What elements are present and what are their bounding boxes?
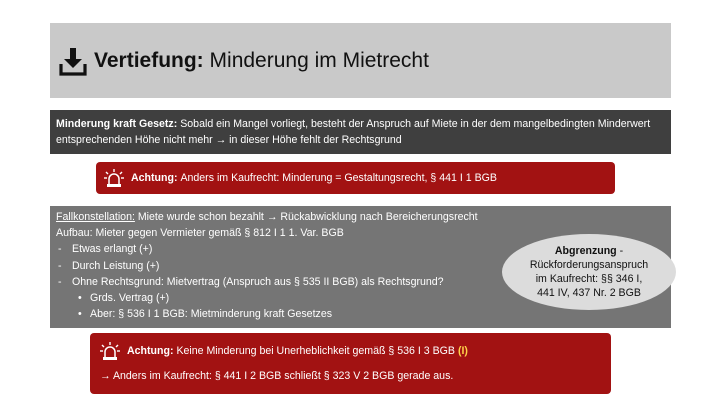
abgrenzung-ellipse	[502, 234, 676, 310]
gesetz-text: Sobald ein Mangel vorliegt, besteht der Anspruch auf Miete in der dem mangelbedingten Minderwert entsprechenden Höhe nicht mehr → in dieser Höhe fehlt der Rechtsgrund	[56, 118, 651, 146]
list-item-text: Ohne Rechtsgrund: Mietvertrag (Anspruch aus § 535 II BGB) als Rechtsgrund?	[72, 275, 444, 288]
list-item-text: Etwas erlangt (+)	[72, 243, 153, 256]
sub-list-item-text: Grds. Vertrag (+)	[90, 292, 170, 305]
list-item: - Ohne Rechtsgrund: Mietvertrag (Anspruch aus § 535 II BGB) als Rechtsgrund?	[58, 275, 444, 288]
sub-list-item-text: Aber: § 536 I 1 BGB: Mietminderung kraft Gesetzes	[90, 308, 333, 321]
gesetz-label: Minderung kraft Gesetz:	[56, 118, 178, 130]
download-icon	[58, 46, 88, 76]
abgrenzung-line3: im Kaufrecht: §§ 346 I,	[535, 273, 643, 285]
alarm-light-icon	[103, 168, 125, 188]
list-item-text: Durch Leistung (+)	[72, 259, 160, 272]
abgrenzung-title	[555, 244, 623, 258]
abgrenzung-line2: Rückforderungsanspruch	[529, 258, 649, 271]
achtung-box-1	[96, 162, 615, 194]
title-bar	[50, 23, 671, 98]
list-item: - Durch Leistung (+)	[58, 259, 160, 272]
fall-line2: Aufbau: Mieter gegen Vermieter gemäß § 812 I 1 1. Var. BGB	[56, 227, 344, 240]
fall-label: Fallkonstellation:	[56, 211, 135, 223]
abgrenzung-label: Abgrenzung	[554, 244, 617, 257]
page-title	[94, 49, 429, 73]
achtung2-text: Keine Minderung bei Unerheblichkeit gemäß § 536 I 3 BGB	[176, 345, 455, 357]
achtung2-row1	[99, 340, 611, 362]
title-bold: Vertiefung:	[94, 48, 204, 72]
list-item: - Etwas erlangt (+)	[58, 243, 153, 256]
achtung2-label: Achtung:	[127, 345, 174, 357]
achtung-box-2	[90, 333, 611, 394]
abgrenzung-dash: -	[616, 244, 624, 257]
title-rest: Minderung im Mietrecht	[209, 48, 429, 72]
gesetz-box	[50, 110, 671, 154]
achtung2-marker: (I)	[457, 345, 468, 357]
sub-list-item: • Aber: § 536 I 1 BGB: Mietminderung kraft Gesetzes	[78, 308, 333, 321]
achtung1-text: Anders im Kaufrecht: Minderung = Gestaltungsrecht, § 441 I 1 BGB	[180, 172, 497, 184]
alarm-light-icon	[99, 341, 121, 361]
achtung2-line2: → Anders im Kaufrecht: § 441 I 2 BGB schließt § 323 V 2 BGB gerade aus.	[100, 370, 454, 382]
sub-list-item: • Grds. Vertrag (+)	[78, 292, 170, 305]
abgrenzung-line4: 441 IV, 437 Nr. 2 BGB	[537, 287, 641, 300]
fall-line1	[56, 209, 665, 225]
achtung1-label: Achtung:	[131, 172, 178, 184]
fall-line1-text: Miete wurde schon bezahlt → Rückabwicklung nach Bereicherungsrecht	[137, 211, 478, 223]
